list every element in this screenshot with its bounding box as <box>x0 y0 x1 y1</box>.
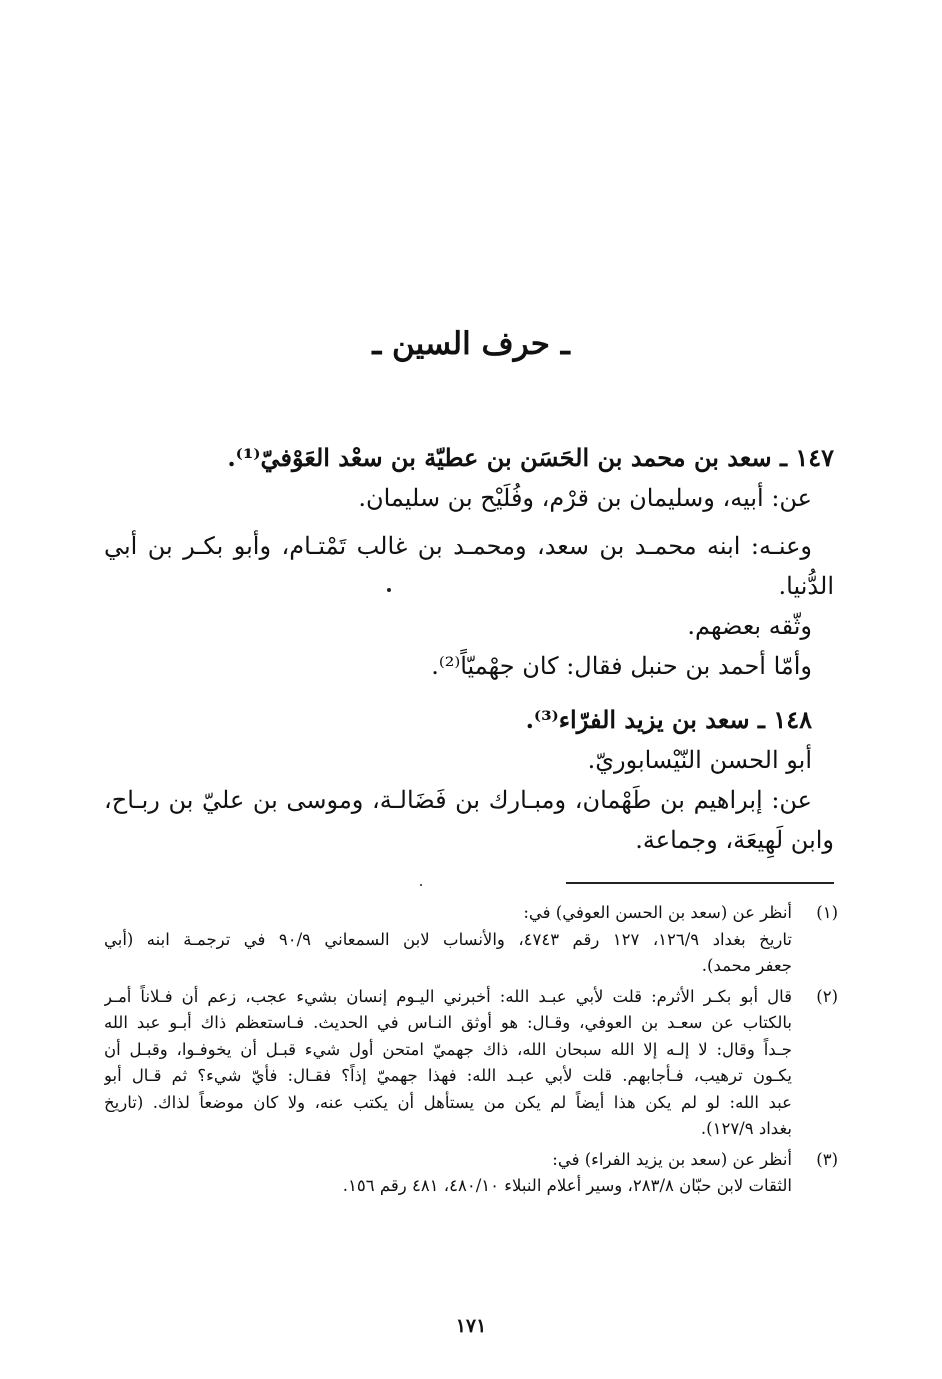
footnote-line: أنظر عن (سعد بن الحسن العوفي) في: <box>523 903 792 922</box>
footnote-line: بغداد ١٢٧/٩). <box>700 1119 792 1138</box>
entry-heading: ١٤٨ ـ سعد بن يزيد الفرّاء⁽³⁾. <box>525 705 812 734</box>
footnote-line: بالكتاب عن سعـد بن العوفي، وقـال: هو أوثق النـاس في الحديث. فـاستعظم ذاك أبـو عبد الله <box>104 1013 792 1032</box>
footnote-3 <box>104 1147 838 1200</box>
footnote-line: الثقات لابن حبّان ٢٨٣/٨، وسير أعلام النبلاء ٤٨٠/١٠، ٤٨١ رقم ١٥٦. <box>342 1176 792 1195</box>
footnote-number: (٢) <box>816 986 838 1006</box>
footnote-line: يكـون ترهيب، فـأجابهم. قلت لأبي عبـد الله: فهذا جهميّ إذاً؟ فقـال: فأيّ شيء؟ ثم قـال أبو <box>104 1066 792 1085</box>
main-text <box>104 438 834 860</box>
entry-heading: ١٤٧ ـ سعد بن محمد بن الحَسَن بن عطيّة بن سعْد العَوْفيّ⁽¹⁾. <box>227 443 834 472</box>
text-line: أبو الحسن النّيْسابوريّ. <box>587 746 812 774</box>
scan-speck <box>420 884 422 886</box>
footnote-line: عبد الله: لو لم يكن هذا أيضاً لم يكن من يستأهل أن يكتب عنه، ولا كان موضعاً لذاك. (تاريخ <box>104 1092 792 1112</box>
entry-147 <box>104 438 834 686</box>
footnote-separator <box>566 882 834 884</box>
text-line: وابن لَهِيعَة، وجماعة. <box>635 826 834 854</box>
footnote-1 <box>104 900 838 980</box>
footnote-line: جعفر محمد). <box>701 956 792 975</box>
footnote-line: أنظر عن (سعد بن يزيد الفراء) في: <box>552 1149 792 1169</box>
page-number: ١٧١ <box>455 1315 487 1337</box>
footnote-2 <box>104 984 838 1143</box>
text-line: عن: أبيه، وسليمان بن قرْم، وفُلَيْح بن سليمان. <box>358 484 812 512</box>
entry-148 <box>104 700 834 860</box>
footnote-line: جـداً وقال: لا إلـه إلا الله سبحان الله، ذاك جهميّ امتحن أول شيء قبـل أن يخوفـوا، وقبـل أن <box>104 1039 792 1059</box>
text-line: وثّقه بعضهم. <box>687 612 812 640</box>
text-line: وعنـه: ابنه محمـد بن سعد، ومحمـد بن غالب تَمْتـام، وأبو بكـر بن أبي <box>104 532 812 560</box>
footnote-number: (١) <box>816 903 838 922</box>
chapter-title: ـ حرف السين ـ <box>372 326 570 362</box>
footnote-line: قال أبو بكـر الأثرم: قلت لأبي عبـد الله: أخبرني اليـوم إنسان بشيء عجب، زعم أن فـلاناً أمـر <box>104 986 792 1006</box>
footnote-line: تاريخ بغداد ١٢٦/٩، ١٢٧ رقم ٤٧٤٣، والأنساب لابن السمعاني ٩٠/٩ في ترجمـة ابنه (أبي <box>104 929 792 949</box>
scan-speck <box>387 588 391 592</box>
footnote-number: (٣) <box>816 1149 838 1169</box>
text-line: عن: إبراهيم بن طَهْمان، ومبـارك بن فَضَالـة، وموسى بن عليّ بن ربـاح، <box>104 786 812 814</box>
footnotes <box>104 900 838 1200</box>
text-line: وأمّا أحمد بن حنبل فقال: كان جهْميّاً⁽²⁾. <box>431 652 812 680</box>
text-line: الدُّنيا. <box>778 572 834 600</box>
